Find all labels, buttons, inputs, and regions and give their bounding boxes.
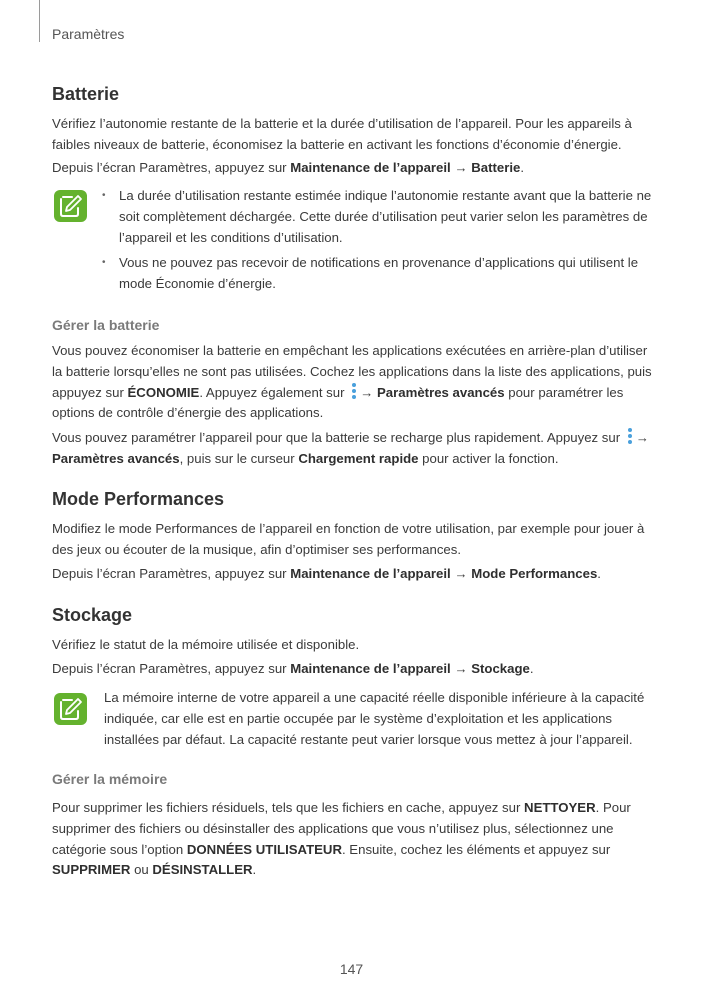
section-title-batterie: Batterie xyxy=(52,84,120,104)
batterie-path: Depuis l’écran Paramètres, appuyez sur Maintenance de l’appareil → Batterie. xyxy=(52,160,525,175)
mode-perf-intro: Modifiez le mode Performances de l’appareil en fonction de votre utilisation, par exemple pour jouer à des jeux ou écouter de la musique, afin d’optimiser ses performances. xyxy=(52,521,645,557)
stockage-intro: Vérifiez le statut de la mémoire utilisée et disponible. xyxy=(52,637,360,652)
mode-perf-path: Depuis l’écran Paramètres, appuyez sur Maintenance de l’appareil → Mode Performances. xyxy=(52,566,601,581)
gerer-batterie-para-2: Vous pouvez paramétrer l’appareil pour que la batterie se recharge plus rapidement. Appuyez sur → Paramètres avancés, puis sur le curseur Chargement rapide pour activer la fonction. xyxy=(52,430,649,466)
batterie-intro: Vérifiez l’autonomie restante de la batterie et la durée d’utilisation de l’appareil. Pour les appareils à faibles niveaux de batterie, économisez la batterie en activant les fonctions d’économie d’énergie. xyxy=(52,116,632,152)
gerer-memoire-para: Pour supprimer les fichiers résiduels, tels que les fichiers en cache, appuyez sur NETTOYER. Pour supprimer des fichiers ou désinstaller des applications que vous n’utilisez plus, sélectionnez une catégorie sous l’option DONNÉES UTILISATEUR. Ensuite, cochez les éléments et appuyez sur SUPPRIMER ou DÉSINSTALLER. xyxy=(52,800,631,878)
more-options-icon xyxy=(351,383,357,400)
note-pencil-icon xyxy=(54,693,87,725)
section-title-mode-performances: Mode Performances xyxy=(52,489,225,509)
gerer-batterie-para-1: Vous pouvez économiser la batterie en empêchant les applications exécutées en arrière-plan d’utiliser la batterie lorsqu’elles ne sont pas utilisées. Cochez les applications dans la liste des applications, puis appuyez sur ÉCONOMIE. Appuyez également sur → Paramètres avancés pour paramétrer les options de contrôle d’énergie des applications. xyxy=(52,343,652,421)
subsection-title-gerer-batterie: Gérer la batterie xyxy=(52,317,160,333)
page-header-title: Paramètres xyxy=(52,26,125,42)
note-pencil-icon xyxy=(54,190,87,222)
more-options-icon xyxy=(627,428,633,445)
stockage-note: La mémoire interne de votre appareil a une capacité réelle disponible inférieure à la capacité indiquée, car elle est en partie occupée par le système d’exploitation et les applications installées par défaut. La capacité restante peut varier lorsque vous mettez à jour l’appareil. xyxy=(104,690,645,747)
batterie-notes xyxy=(100,186,652,300)
page-number: 147 xyxy=(339,961,364,977)
header-divider xyxy=(39,0,40,42)
section-title-stockage: Stockage xyxy=(52,605,133,625)
list-item: • La durée d’utilisation restante estimée indique l’autonomie restante avant que la batterie ne soit complètement déchargée. Cette durée d’utilisation peut varier selon les paramètres de l’appareil et les conditions d’utilisation. xyxy=(100,186,652,248)
list-item: • Vous ne pouvez pas recevoir de notifications en provenance d’applications qui utilisent le mode Économie d’énergie. xyxy=(100,253,652,295)
subsection-title-gerer-memoire: Gérer la mémoire xyxy=(52,771,168,787)
stockage-path: Depuis l’écran Paramètres, appuyez sur Maintenance de l’appareil → Stockage. xyxy=(52,661,534,676)
